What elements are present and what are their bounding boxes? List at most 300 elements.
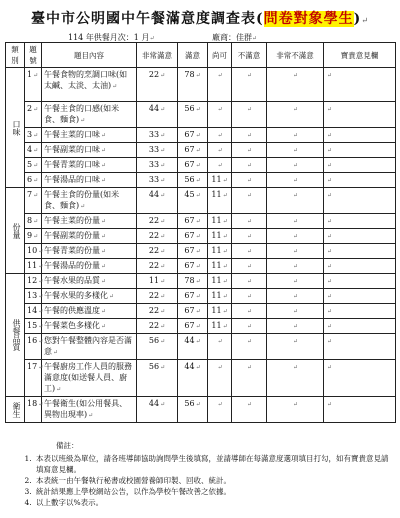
paragraph-mark-icon: ↵ (327, 248, 333, 255)
paragraph-mark-icon: ↵ (327, 162, 333, 169)
paragraph-mark-icon: ↵ (195, 401, 201, 408)
satisfied-cell: 44↵ (178, 360, 208, 397)
paragraph-mark-icon: ↵ (38, 278, 44, 285)
paragraph-mark-icon: ↵ (195, 132, 201, 139)
very-satisfied-cell: 22↵ (137, 244, 178, 259)
fair-cell (208, 68, 232, 102)
fair-cell (208, 143, 232, 158)
header-row (6, 43, 396, 68)
question-content: 午餐副菜的份量↵ (42, 229, 137, 244)
satisfied-cell: 56↵ (178, 102, 208, 128)
paragraph-mark-icon: ↵ (80, 203, 86, 210)
paragraph-mark-icon: ↵ (222, 233, 228, 240)
comment-cell (324, 68, 396, 102)
paragraph-mark-icon: ↵ (292, 278, 299, 285)
satisfied-cell: 78↵ (178, 68, 208, 102)
unsatisfied-cell (232, 229, 267, 244)
paragraph-mark-icon: ↵ (88, 412, 94, 419)
paragraph-mark-icon: ↵ (292, 192, 299, 199)
paragraph-mark-icon: ↵ (246, 248, 253, 255)
paragraph-mark-icon: ↵ (195, 293, 201, 300)
paragraph-mark-icon: ↵ (217, 401, 223, 408)
paragraph-mark-icon: ↵ (246, 293, 253, 300)
satisfied-cell: 67↵ (178, 289, 208, 304)
paragraph-mark-icon: ↵ (222, 323, 228, 330)
unsatisfied-cell (232, 289, 267, 304)
fair-cell (208, 397, 232, 423)
very-satisfied-cell: 33↵ (137, 143, 178, 158)
fair-cell (208, 334, 232, 360)
very-satisfied-cell: 22↵ (137, 214, 178, 229)
paragraph-mark-icon: ↵ (101, 308, 107, 315)
question-content: 午餐主食的口感(如米食、麵食)↵ (42, 102, 137, 128)
very-unsatisfied-cell (267, 274, 324, 289)
note-item: 2. 本表統一由午餐執行秘書或校園營養師印製、回收、統計。 (34, 475, 391, 486)
paragraph-mark-icon: ↵ (56, 386, 62, 393)
paragraph-mark-icon: ↵ (149, 35, 155, 42)
unsatisfied-cell (232, 304, 267, 319)
very-unsatisfied-cell (267, 244, 324, 259)
comment-cell (324, 274, 396, 289)
paragraph-mark-icon: ↵ (160, 132, 166, 139)
paragraph-mark-icon: ↵ (195, 323, 201, 330)
question-content: 午餐菜色多樣化↵ (42, 319, 137, 334)
very-unsatisfied-cell (267, 229, 324, 244)
column-header: 題目內容 (42, 43, 137, 68)
note-item: 4. 以上數字以%表示。 (34, 497, 391, 508)
paragraph-mark-icon: ↵ (195, 162, 201, 169)
paragraph-mark-icon: ↵ (33, 132, 39, 139)
paragraph-mark-icon: ↵ (327, 308, 333, 315)
satisfied-cell: 67↵ (178, 143, 208, 158)
paragraph-mark-icon: ↵ (33, 106, 39, 113)
paragraph-mark-icon: ↵ (222, 177, 228, 184)
very-unsatisfied-cell (267, 397, 324, 423)
unsatisfied-cell (232, 319, 267, 334)
unsatisfied-cell (232, 334, 267, 360)
paragraph-mark-icon: ↵ (195, 72, 201, 79)
paragraph-mark-icon: ↵ (195, 106, 201, 113)
paragraph-mark-icon: ↵ (217, 338, 223, 345)
paragraph-mark-icon: ↵ (195, 364, 201, 371)
comment-cell (324, 259, 396, 274)
fair-cell (208, 102, 232, 128)
paragraph-mark-icon: ↵ (101, 177, 107, 184)
paragraph-mark-icon: ↵ (160, 323, 166, 330)
paragraph-mark-icon: ↵ (292, 263, 299, 270)
paragraph-mark-icon: ↵ (246, 132, 253, 139)
fair-cell: 11↵ (208, 173, 232, 188)
paragraph-mark-icon: ↵ (246, 106, 253, 113)
question-number: 4↵ (25, 143, 42, 158)
satisfied-cell: 56↵ (178, 173, 208, 188)
paragraph-mark-icon: ↵ (246, 218, 253, 225)
paragraph-mark-icon: ↵ (101, 233, 107, 240)
table-row (6, 229, 396, 244)
paragraph-mark-icon: ↵ (160, 218, 166, 225)
paragraph-mark-icon: ↵ (292, 338, 299, 345)
paragraph-mark-icon: ↵ (292, 401, 299, 408)
paragraph-mark-icon: ↵ (195, 278, 201, 285)
question-number: 12↵ (25, 274, 42, 289)
paragraph-mark-icon: ↵ (195, 308, 201, 315)
question-number: 11↵ (25, 259, 42, 274)
paragraph-mark-icon: ↵ (33, 218, 39, 225)
category-cell: 口味 (6, 68, 25, 188)
title-main: 臺中市公明國中午餐滿意度調查表( (31, 11, 264, 27)
question-content: 午餐衛生(如公用餐具、異物出現率)↵ (42, 397, 137, 423)
paragraph-mark-icon: ↵ (195, 263, 201, 270)
table-row (6, 360, 396, 397)
paragraph-mark-icon: ↵ (327, 72, 333, 79)
fair-cell (208, 128, 232, 143)
paragraph-mark-icon: ↵ (217, 72, 223, 79)
paragraph-mark-icon: ↵ (292, 132, 299, 139)
paragraph-mark-icon: ↵ (327, 147, 333, 154)
unsatisfied-cell (232, 68, 267, 102)
paragraph-mark-icon: ↵ (246, 364, 253, 371)
satisfied-cell: 67↵ (178, 214, 208, 229)
paragraph-mark-icon: ↵ (361, 16, 369, 25)
paragraph-mark-icon: ↵ (160, 162, 166, 169)
question-content: 午餐主菜的份量↵ (42, 214, 137, 229)
paragraph-mark-icon: ↵ (292, 364, 299, 371)
comment-cell (324, 214, 396, 229)
paragraph-mark-icon: ↵ (327, 293, 333, 300)
paragraph-mark-icon: ↵ (33, 233, 39, 240)
very-satisfied-cell: 22↵ (137, 289, 178, 304)
satisfied-cell: 45↵ (178, 188, 208, 214)
fair-cell: 11↵ (208, 319, 232, 334)
paragraph-mark-icon: ↵ (160, 278, 166, 285)
table-row (6, 188, 396, 214)
paragraph-mark-icon: ↵ (38, 323, 44, 330)
paragraph-mark-icon: ↵ (292, 177, 299, 184)
satisfied-cell: 67↵ (178, 304, 208, 319)
question-number: 1↵ (25, 68, 42, 102)
fair-cell: 11↵ (208, 259, 232, 274)
paragraph-mark-icon: ↵ (195, 248, 201, 255)
table-row (6, 128, 396, 143)
comment-cell (324, 173, 396, 188)
very-unsatisfied-cell (267, 158, 324, 173)
fair-cell: 11↵ (208, 304, 232, 319)
paragraph-mark-icon: ↵ (109, 293, 115, 300)
table-body (6, 68, 396, 423)
table-row (6, 289, 396, 304)
paragraph-mark-icon: ↵ (292, 106, 299, 113)
title-highlight: 問卷對象學生 (263, 11, 354, 27)
very-satisfied-cell: 22↵ (137, 259, 178, 274)
question-number: 9↵ (25, 229, 42, 244)
paragraph-mark-icon: ↵ (112, 83, 118, 90)
paragraph-mark-icon: ↵ (292, 308, 299, 315)
question-content: 午餐水果的品質↵ (42, 274, 137, 289)
question-content: 午餐水果的多樣化↵ (42, 289, 137, 304)
paragraph-mark-icon: ↵ (292, 218, 299, 225)
question-content: 午餐湯品的份量↵ (42, 259, 137, 274)
paragraph-mark-icon: ↵ (80, 117, 86, 124)
paragraph-mark-icon: ↵ (160, 293, 166, 300)
paragraph-mark-icon: ↵ (101, 147, 107, 154)
very-satisfied-cell: 33↵ (137, 173, 178, 188)
paragraph-mark-icon: ↵ (38, 263, 44, 270)
page-title (0, 8, 400, 28)
table-row (6, 214, 396, 229)
fair-cell: 11↵ (208, 274, 232, 289)
vendor-label: 廠商：佳群↵ (212, 33, 258, 42)
paragraph-mark-icon: ↵ (160, 248, 166, 255)
category-cell: 供餐品質 (6, 274, 25, 397)
question-content: 午餐主菜的口味↵ (42, 128, 137, 143)
paragraph-mark-icon: ↵ (38, 248, 44, 255)
very-unsatisfied-cell (267, 360, 324, 397)
question-content: 午餐青菜的口味↵ (42, 158, 137, 173)
paragraph-mark-icon: ↵ (38, 364, 44, 371)
paragraph-mark-icon: ↵ (292, 233, 299, 240)
paragraph-mark-icon: ↵ (327, 106, 333, 113)
question-number: 5↵ (25, 158, 42, 173)
very-unsatisfied-cell (267, 188, 324, 214)
paragraph-mark-icon: ↵ (195, 338, 201, 345)
very-unsatisfied-cell (267, 68, 324, 102)
very-satisfied-cell: 44↵ (137, 188, 178, 214)
paragraph-mark-icon: ↵ (246, 278, 253, 285)
paragraph-mark-icon: ↵ (101, 218, 107, 225)
column-header: 題號 (25, 43, 42, 68)
paragraph-mark-icon: ↵ (101, 162, 107, 169)
table-row (6, 143, 396, 158)
paragraph-mark-icon: ↵ (327, 218, 333, 225)
table-row (6, 102, 396, 128)
period-label: 114 年供餐月次：1 月↵ (68, 33, 155, 42)
paragraph-mark-icon: ↵ (246, 338, 253, 345)
paragraph-mark-icon: ↵ (217, 364, 223, 371)
very-unsatisfied-cell (267, 214, 324, 229)
column-header: 非常不滿意 (267, 43, 324, 68)
title-close: ) (353, 11, 362, 27)
comment-cell (324, 143, 396, 158)
paragraph-mark-icon: ↵ (327, 338, 333, 345)
paragraph-mark-icon: ↵ (246, 72, 253, 79)
question-number: 6↵ (25, 173, 42, 188)
unsatisfied-cell (232, 188, 267, 214)
category-cell: 衛生 (6, 397, 25, 423)
unsatisfied-cell (232, 214, 267, 229)
paragraph-mark-icon: ↵ (292, 293, 299, 300)
paragraph-mark-icon: ↵ (222, 308, 228, 315)
unsatisfied-cell (232, 143, 267, 158)
satisfied-cell: 67↵ (178, 244, 208, 259)
question-content: 您對午餐整體內容是否滿意↵ (42, 334, 137, 360)
question-number: 13↵ (25, 289, 42, 304)
unsatisfied-cell (232, 274, 267, 289)
comment-cell (324, 360, 396, 397)
fair-cell (208, 360, 232, 397)
unsatisfied-cell (232, 244, 267, 259)
table-row (6, 68, 396, 102)
paragraph-mark-icon: ↵ (222, 192, 228, 199)
table-row (6, 259, 396, 274)
paragraph-mark-icon: ↵ (195, 192, 201, 199)
satisfied-cell: 67↵ (178, 319, 208, 334)
paragraph-mark-icon: ↵ (246, 192, 253, 199)
paragraph-mark-icon: ↵ (38, 308, 44, 315)
unsatisfied-cell (232, 259, 267, 274)
paragraph-mark-icon: ↵ (222, 263, 228, 270)
paragraph-mark-icon: ↵ (292, 248, 299, 255)
paragraph-mark-icon: ↵ (222, 248, 228, 255)
question-content: 午餐廚房工作人員的服務滿意度(如送餐人員、廚工)↵ (42, 360, 137, 397)
table-row (6, 244, 396, 259)
very-satisfied-cell: 33↵ (137, 128, 178, 143)
fair-cell: 11↵ (208, 244, 232, 259)
table-row (6, 173, 396, 188)
question-number: 2↵ (25, 102, 42, 128)
table-row (6, 158, 396, 173)
paragraph-mark-icon: ↵ (38, 338, 44, 345)
satisfied-cell: 78↵ (178, 274, 208, 289)
satisfied-cell: 67↵ (178, 229, 208, 244)
paragraph-mark-icon: ↵ (195, 177, 201, 184)
very-unsatisfied-cell (267, 259, 324, 274)
very-satisfied-cell: 11↵ (137, 274, 178, 289)
fair-cell: 11↵ (208, 289, 232, 304)
very-unsatisfied-cell (267, 289, 324, 304)
satisfied-cell: 67↵ (178, 158, 208, 173)
column-header: 寶貴意見欄 (324, 43, 396, 68)
very-satisfied-cell: 44↵ (137, 397, 178, 423)
comment-cell (324, 158, 396, 173)
comment-cell (324, 229, 396, 244)
paragraph-mark-icon: ↵ (292, 72, 299, 79)
comment-cell (324, 102, 396, 128)
very-satisfied-cell: 22↵ (137, 319, 178, 334)
satisfied-cell: 67↵ (178, 259, 208, 274)
very-unsatisfied-cell (267, 334, 324, 360)
paragraph-mark-icon: ↵ (33, 177, 39, 184)
unsatisfied-cell (232, 397, 267, 423)
fair-cell (208, 158, 232, 173)
paragraph-mark-icon: ↵ (217, 132, 223, 139)
very-satisfied-cell: 33↵ (137, 158, 178, 173)
paragraph-mark-icon: ↵ (246, 162, 253, 169)
very-satisfied-cell: 56↵ (137, 360, 178, 397)
paragraph-mark-icon: ↵ (327, 401, 333, 408)
paragraph-mark-icon: ↵ (195, 147, 201, 154)
very-unsatisfied-cell (267, 319, 324, 334)
question-content: 午餐食物的烹調口味(如太鹹、太淡、太油)↵ (42, 68, 137, 102)
paragraph-mark-icon: ↵ (217, 106, 223, 113)
paragraph-mark-icon: ↵ (160, 177, 166, 184)
paragraph-mark-icon: ↵ (327, 263, 333, 270)
column-header: 非常滿意 (137, 43, 178, 68)
fair-cell: 11↵ (208, 188, 232, 214)
paragraph-mark-icon: ↵ (292, 147, 299, 154)
very-satisfied-cell: 22↵ (137, 229, 178, 244)
paragraph-mark-icon: ↵ (53, 349, 59, 356)
paragraph-mark-icon: ↵ (222, 278, 228, 285)
paragraph-mark-icon: ↵ (246, 147, 253, 154)
paragraph-mark-icon: ↵ (101, 132, 107, 139)
paragraph-mark-icon: ↵ (246, 233, 253, 240)
paragraph-mark-icon: ↵ (327, 132, 333, 139)
paragraph-mark-icon: ↵ (160, 401, 166, 408)
paragraph-mark-icon: ↵ (246, 401, 253, 408)
paragraph-mark-icon: ↵ (195, 233, 201, 240)
table-row (6, 319, 396, 334)
column-header: 類別 (6, 43, 25, 68)
very-satisfied-cell: 44↵ (137, 102, 178, 128)
very-unsatisfied-cell (267, 128, 324, 143)
question-content: 午餐青菜的份量↵ (42, 244, 137, 259)
paragraph-mark-icon: ↵ (195, 218, 201, 225)
note-item: 3. 統計結果應上學校網站公告，以作為學校午餐改善之依據。 (34, 486, 391, 497)
paragraph-mark-icon: ↵ (33, 192, 39, 199)
satisfied-cell: 56↵ (178, 397, 208, 423)
paragraph-mark-icon: ↵ (160, 147, 166, 154)
very-unsatisfied-cell (267, 173, 324, 188)
paragraph-mark-icon: ↵ (33, 147, 39, 154)
comment-cell (324, 289, 396, 304)
question-number: 7↵ (25, 188, 42, 214)
question-number: 14↵ (25, 304, 42, 319)
question-number: 17↵ (25, 360, 42, 397)
paragraph-mark-icon: ↵ (246, 308, 253, 315)
paragraph-mark-icon: ↵ (246, 177, 253, 184)
paragraph-mark-icon: ↵ (160, 233, 166, 240)
question-content: 午餐副菜的口味↵ (42, 143, 137, 158)
question-number: 16↵ (25, 334, 42, 360)
paragraph-mark-icon: ↵ (101, 263, 107, 270)
comment-cell (324, 128, 396, 143)
question-content: 午餐湯品的口味↵ (42, 173, 137, 188)
question-number: 15↵ (25, 319, 42, 334)
paragraph-mark-icon: ↵ (217, 147, 223, 154)
paragraph-mark-icon: ↵ (327, 233, 333, 240)
paragraph-mark-icon: ↵ (222, 293, 228, 300)
unsatisfied-cell (232, 102, 267, 128)
table-row (6, 274, 396, 289)
column-header: 不滿意 (232, 43, 267, 68)
paragraph-mark-icon: ↵ (246, 263, 253, 270)
paragraph-mark-icon: ↵ (217, 162, 223, 169)
question-number: 18↵ (25, 397, 42, 423)
comment-cell (324, 397, 396, 423)
note-item: 1. 本表以班級為單位，請各班導師協助詢問學生後填寫，並請導師在每滿意度選項填目打勾，如有寶貴意見請填寫意見欄。 (34, 453, 391, 475)
very-unsatisfied-cell (267, 304, 324, 319)
paragraph-mark-icon: ↵ (252, 35, 258, 42)
paragraph-mark-icon: ↵ (327, 364, 333, 371)
column-header: 滿意 (178, 43, 208, 68)
paragraph-mark-icon: ↵ (33, 72, 39, 79)
question-number: 10↵ (25, 244, 42, 259)
paragraph-mark-icon: ↵ (160, 263, 166, 270)
comment-cell (324, 188, 396, 214)
paragraph-mark-icon: ↵ (160, 364, 166, 371)
paragraph-mark-icon: ↵ (292, 162, 299, 169)
paragraph-mark-icon: ↵ (160, 308, 166, 315)
paragraph-mark-icon: ↵ (101, 278, 107, 285)
paragraph-mark-icon: ↵ (33, 162, 39, 169)
table-row (6, 334, 396, 360)
satisfied-cell: 67↵ (178, 128, 208, 143)
very-satisfied-cell: 56↵ (137, 334, 178, 360)
notes-section (16, 440, 391, 508)
fair-cell: 11↵ (208, 214, 232, 229)
question-number: 3↵ (25, 128, 42, 143)
unsatisfied-cell (232, 158, 267, 173)
